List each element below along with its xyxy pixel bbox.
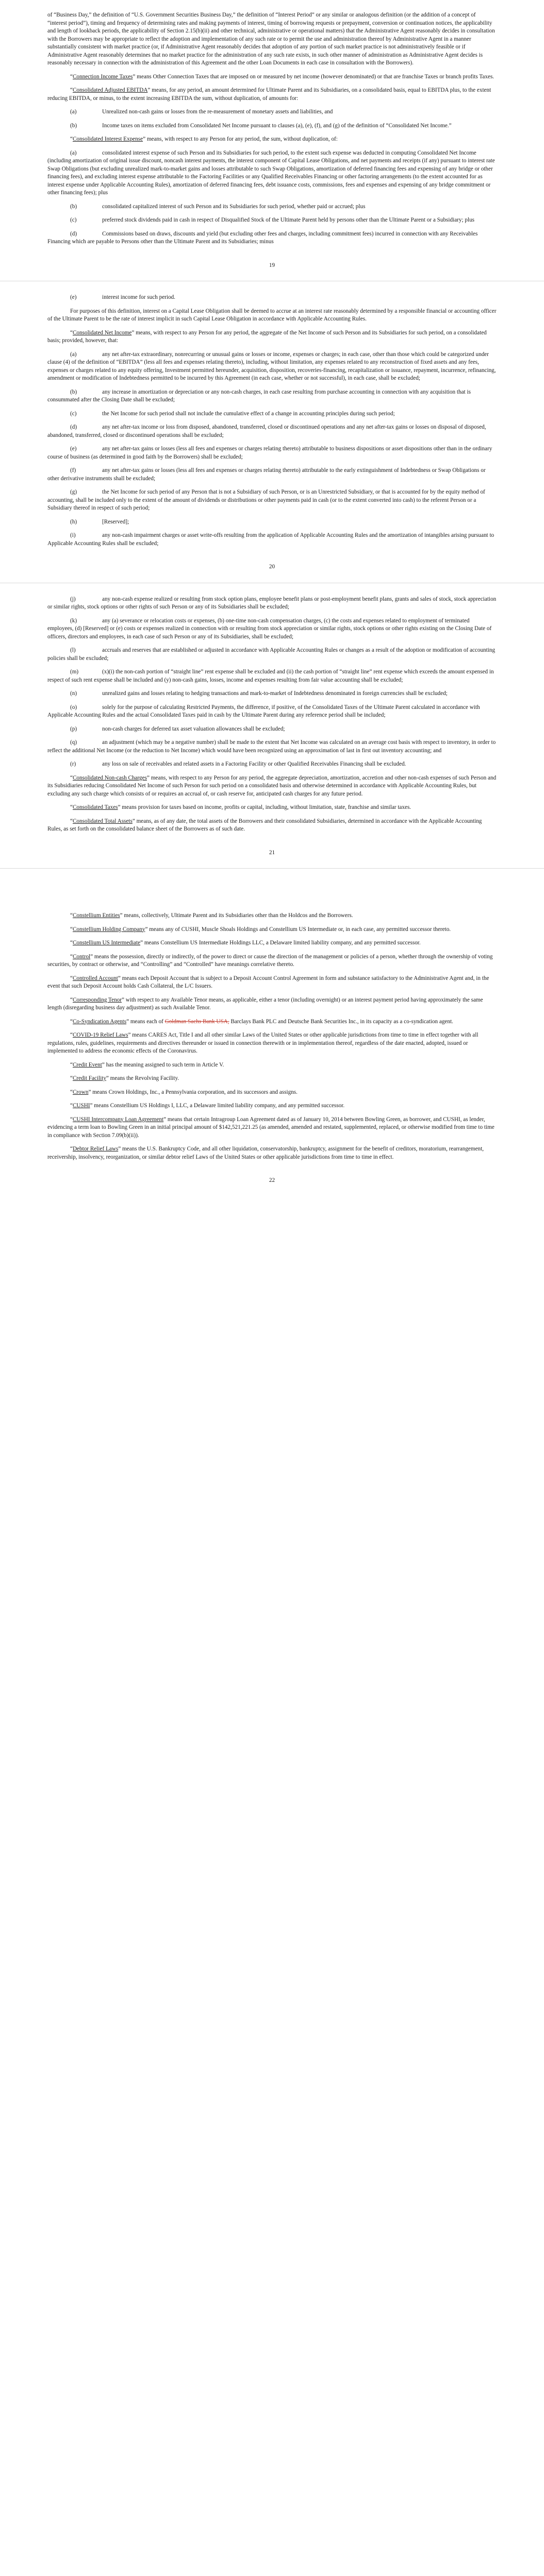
list-marker: (h) xyxy=(70,518,77,525)
list-marker: (e) xyxy=(70,446,77,452)
defined-term: Credit Event xyxy=(72,1061,102,1068)
page-number: 22 xyxy=(269,1177,275,1183)
list-text: [Reserved]; xyxy=(102,518,129,525)
list-marker: (n) xyxy=(70,690,77,697)
list-marker: (b) xyxy=(70,388,77,395)
list-item xyxy=(47,760,497,769)
defined-term: Constellium Holding Company xyxy=(72,926,145,933)
defined-term: Consolidated Non-cash Charges xyxy=(72,774,147,781)
list-text: any net after-tax income or loss from disposed, abandoned, transferred, closed or discontinued operations and any net after-tax gains or losses on disposal of disposed, abandoned, transferred, closed or discontinued operations shall be excluded; xyxy=(47,424,486,438)
list-item xyxy=(47,351,497,383)
list-marker: (r) xyxy=(70,761,76,767)
page-22 xyxy=(47,881,497,1185)
list-text: any net after-tax gains or losses (less all fees and expenses or charges relating thereto) attributable to the early extinguishment of Indebtedness or Swap Obligations or other derivative instruments shall be excluded; xyxy=(47,467,486,482)
definition-cushi: “CUSHI” means Constellium US Holdings I, LLC, a Delaware limited liability company, and any permitted successor. xyxy=(70,1103,345,1109)
definition-debtor-relief-laws: “Debtor Relief Laws” means the U.S. Bankruptcy Code, and all other liquidation, conservatorship, bankruptcy, assignment for the benefit of creditors, moratorium, rearrangement, receivership, insolvency, reorganization, or similar debtor relief Laws of the United States or other applicable jurisdictions from time to time in effect. xyxy=(47,1146,484,1160)
list-text: Commissions based on draws, discounts and yield (but excluding other fees and charges, including commitment fees) incurred in connection with any Receivables Financing which are payable to Persons other than the Ultimate Parent and its Subsidiaries; minus xyxy=(47,230,478,245)
list-marker: (l) xyxy=(70,647,76,653)
list-item xyxy=(47,704,497,720)
list-marker: (k) xyxy=(70,617,77,624)
definition-constellium-entities: “Constellium Entities” means, collectively, Ultimate Parent and its Subsidiaries other than the Holdcos and the Borrowers. xyxy=(70,912,353,919)
list-text: preferred stock dividends paid in cash in respect of Disqualified Stock of the Ultimate Parent held by persons other than the Ultimate Parent or a Subsidiary; plus xyxy=(102,217,475,223)
list-marker: (c) xyxy=(70,410,77,417)
list-item xyxy=(47,668,497,684)
definition-text: ” means that certain Intragroup Loan Agreement dated as of January 10, 2014 between Bowling Green, as borrower, and CUSHI, as lender, evidencing a term loan to Bowling Green in an initial principal amount of $142,521,221.25 (as amended, amended and restated, supplemented, replaced, or otherwise modified from time to time in compliance with Section 7.09(b)(ii)). xyxy=(47,1116,494,1139)
list-text: any loss on sale of receivables and related assets in a Factoring Facility or other Qualified Receivables Financing shall be excluded. xyxy=(102,761,406,767)
list-marker: (a) xyxy=(70,109,77,115)
definition-text: ” means CARES Act, Title I and all other similar Laws of the United States or other applicable jurisdictions from time to time in effect together with all regulations, rules, guidelines, requirements and directives thereunder or issued in connection therewith or in implementation thereof, regardless of the date enacted, adopted, issued or implemented to address the economic effects of the Coronavirus. xyxy=(47,1032,479,1054)
list-item xyxy=(47,617,497,641)
list-marker: (a) xyxy=(70,149,77,156)
definition-text: ” means Constellium US Holdings I, LLC, a Delaware limited liability company, and any permitted successor. xyxy=(90,1103,345,1109)
definition-controlled-account: “Controlled Account” means each Deposit Account that is subject to a Deposit Account Control Agreement in form and substance satisfactory to the Administrative Agent and, in the event that such Deposit Account holds Cash Collateral, the L/C Issuers. xyxy=(47,975,489,989)
defined-term: Debtor Relief Laws xyxy=(72,1146,119,1152)
definition-connection-income-taxes: “Connection Income Taxes” means Other Connection Taxes that are imposed on or measured by net income (however denominated) or that are franchise Taxes or branch profits Taxes. xyxy=(70,73,494,80)
list-item xyxy=(47,488,497,513)
definition-text: ” means provision for taxes based on income, profits or capital, including, without limitation, state, franchise and similar taxes. xyxy=(118,804,411,810)
list-item xyxy=(47,423,497,439)
defined-term: Constellium Entities xyxy=(72,912,120,919)
defined-term: Connection Income Taxes xyxy=(72,73,133,80)
list-item xyxy=(47,467,497,483)
definition-text: ” with respect to any Available Tenor means, as applicable, either a tenor (including overnight) or an interest payment period having approximately the same length (disregarding business day adjustment) as such Available Tenor. xyxy=(47,996,483,1011)
defined-term: Constellium US Intermediate xyxy=(72,940,141,946)
list-marker: (c) xyxy=(70,217,77,223)
defined-term: COVID-19 Relief Laws xyxy=(72,1032,128,1038)
list-text: any non-cash expense realized or resulting from stock option plans, employee benefit plans or post-employment benefit plans, grants and sales of stock, stock appreciation or similar rights, stock options or other rights of such Person or any of its Subsidiaries shall be excluded; xyxy=(47,596,497,610)
list-marker: (a) xyxy=(70,351,77,358)
page-20 xyxy=(47,294,497,571)
list-marker: (o) xyxy=(70,704,77,710)
paragraph: of “Business Day,” the definition of “U.S. Government Securities Business Day,” the definition of “Interest Period” or any similar or analogous definition (or the addition of a concept of “interest period”), timing and frequency of determining rates and making payments of interest, timing of borrowing requests or prepayment, conversion or continuation notices, the applicability and length of lookback periods, the applicability of Section 2.15(b)(ii) and other technical, administrative or operational matters) that the Administrative Agent reasonably decides in consultation with the Borrowers may be appropriate to reflect the adoption and implementation of any such rate or to permit the use and administration thereof by Administrative Agent in a manner substantially consistent with market practice (or, if Administrative Agent reasonably decides that adoption of any portion of such market practice is not administratively feasible or if Administrative Agent reasonably determines that no market practice for the administration of any such rate exists, in such other manner of administration as Administrative Agent decides is reasonably necessary in connection with the administration of this Agreement and the other Loan Documents in each case in consultation with the Borrowers). xyxy=(47,12,495,66)
list-marker: (b) xyxy=(70,203,77,210)
definition-constellium-holding-company: “Constellium Holding Company” means any of CUSHI, Muscle Shoals Holdings and Constellium US Intermediate or, in each case, any permitted successor thereto. xyxy=(70,926,451,933)
definition-text: ” means each of xyxy=(126,1018,165,1025)
page-19 xyxy=(47,11,497,269)
list-marker: (d) xyxy=(70,230,77,237)
definition-text: ” means Other Connection Taxes that are imposed on or measured by net income (however denominated) or that are franchise Taxes or branch profits Taxes. xyxy=(133,73,494,80)
defined-term: Credit Facility xyxy=(72,1075,106,1081)
definition-text: ” means, with respect to any Person for any period, the sum, without duplication, of: xyxy=(143,136,338,142)
list-item xyxy=(47,203,497,211)
definition-text: ” means, with respect to any Person for any period, the aggregate of the Net Income of such Person and its Subsidiaries for such period, on a consolidated basis; provided, however, that: xyxy=(47,329,487,344)
list-item xyxy=(47,216,497,225)
list-text: any (a) severance or relocation costs or expenses, (b) one-time non-cash compensation charges, (c) the costs and expenses related to employment of terminated employees, (d) [Reserved] or (e) costs or expenses realized in connection with or resulting from stock appreciation or similar rights, stock options or other rights existing on the Closing Date of officers, directors and employees, in each case of such Person or any of its Subsidiaries, shall be excluded; xyxy=(47,617,492,640)
list-text: unrealized gains and losses relating to hedging transactions and mark-to-market of Indebtedness denominated in foreign currencies shall be excluded; xyxy=(102,690,448,697)
definition-text: ” means, as of any date, the total assets of the Borrowers and their consolidated Subsidiaries, determined in accordance with the Applicable Accounting Rules, as set forth on the consolidated balance sheet of the Borrowers as of such date. xyxy=(47,818,482,832)
definition-text: ” has the meaning assigned to such term in Article V. xyxy=(102,1061,224,1068)
page-divider xyxy=(0,868,544,869)
definition-text: ” means the U.S. Bankruptcy Code, and all other liquidation, conservatorship, bankruptcy, assignment for the benefit of creditors, moratorium, rearrangement, receivership, insolvency, reorganization, or similar debtor relief Laws of the United States or other applicable jurisdictions from time to time in effect. xyxy=(47,1146,484,1160)
list-text: the Net Income for such period shall not include the cumulative effect of a change in accounting principles during such period; xyxy=(102,410,395,417)
list-text: any net after-tax extraordinary, nonrecurring or unusual gains or losses or income, expenses or charges; in each case, other than those which could be categorized under clause (4) of the definition of “EBITDA” (less all fees and expenses relating thereto), including, without limitation, any expenses related to any reconstruction of fixed assets and any fees, expenses or charges related to any equity offering, Investment permitted hereunder, acquisition, disposition, recoveries-financing, recapitalization or issuance, repayment, incurrence, refinancing, amendment or modification of Indebtedness permitted to be incurred by this Agreement (in each case, whether or not successful), in each case, shall be excluded; xyxy=(47,351,496,381)
definition-credit-facility: “Credit Facility” means the Revolving Facility. xyxy=(70,1075,179,1081)
list-item xyxy=(47,725,497,734)
definition-text: ” means the possession, directly or indirectly, of the power to direct or cause the direction of the management or policies of a person, whether through the ownership of voting securities, by contract or otherwise, and “Controlling” and “Controlled” have meanings correlative thereto. xyxy=(47,953,493,968)
definition-control: “Control” means the possession, directly or indirectly, of the power to direct or cause the direction of the management or policies of a person, whether through the ownership of voting securities, by contract or otherwise, and “Controlling” and “Controlled” have meanings correlative thereto. xyxy=(47,953,493,968)
defined-term: Consolidated Net Income xyxy=(72,329,132,336)
list-item xyxy=(47,518,497,527)
list-text: solely for the purpose of calculating Restricted Payments, the difference, if positive, of the Consolidated Taxes of the Ultimate Parent calculated in accordance with Applicable Accounting Rules and the actual Consolidated Taxes paid in cash by the Ultimate Parent during any reference period shall be included; xyxy=(47,704,480,718)
list-item xyxy=(47,690,497,698)
list-item xyxy=(47,596,497,612)
list-item xyxy=(47,108,497,116)
defined-term: Consolidated Total Assets xyxy=(72,818,133,824)
definition-text: ” means any of CUSHI, Muscle Shoals Holdings and Constellium US Intermediate or, in each case, any permitted successor thereto. xyxy=(145,926,451,933)
list-text: any increase in amortization or depreciation or any non-cash charges, in each case resulting from purchase accounting in connection with any acquisition that is consummated after the Closing Date shall be excluded; xyxy=(47,388,471,403)
list-marker: (b) xyxy=(70,122,77,129)
struck-text: Goldman Sachs Bank USA, xyxy=(164,1018,229,1025)
list-marker: (g) xyxy=(70,489,77,495)
defined-term: Crown xyxy=(72,1089,89,1095)
list-item xyxy=(47,445,497,461)
definition-consolidated-net-income: “Consolidated Net Income” means, with respect to any Person for any period, the aggregate of the Net Income of such Person and its Subsidiaries for such period, on a consolidated basis; provided, however, that: xyxy=(47,329,487,344)
list-marker: (e) xyxy=(70,294,77,300)
list-item xyxy=(47,122,497,130)
definition-text: ” means, collectively, Ultimate Parent and its Subsidiaries other than the Holdcos and the Borrowers. xyxy=(120,912,353,919)
defined-term: CUSHI xyxy=(72,1103,90,1109)
list-item xyxy=(47,647,497,663)
definition-co-syndication-agents: “Co-Syndication Agents” means each of Goldman Sachs Bank USA, Barclays Bank PLC and Deutsche Bank Securities Inc., in its capacity as a co-syndication agent. xyxy=(70,1018,453,1025)
list-marker: (p) xyxy=(70,725,77,732)
page-21 xyxy=(47,596,497,857)
list-marker: (j) xyxy=(70,596,76,602)
defined-term: Consolidated Adjusted EBITDA xyxy=(72,87,148,93)
paragraph: For purposes of this definition, interest on a Capital Lease Obligation shall be deemed to accrue at an interest rate reasonably determined by a responsible financial or accounting officer of the Ultimate Parent to be the rate of interest implicit in such Capital Lease Obligation in accordance with Applicable Accounting Rules. xyxy=(47,308,497,322)
definition-covid-19-relief-laws: “COVID-19 Relief Laws” means CARES Act, Title I and all other similar Laws of the United States or other applicable jurisdictions from time to time in effect together with all regulations, rules, guidelines, requirements and directives thereunder or issued in connection therewith or in implementation thereof, regardless of the date enacted, adopted, issued or implemented to address the economic effects of the Coronavirus. xyxy=(47,1032,479,1054)
definition-text: ” means each Deposit Account that is subject to a Deposit Account Control Agreement in form and substance satisfactory to the Administrative Agent and, in the event that such Deposit Account holds Cash Collateral, the L/C Issuers. xyxy=(47,975,489,989)
list-marker: (d) xyxy=(70,424,77,430)
defined-term: Consolidated Taxes xyxy=(72,804,118,810)
definition-text: Barclays Bank PLC and Deutsche Bank Securities Inc., in its capacity as a co-syndication agent. xyxy=(229,1018,453,1025)
defined-term: Corresponding Tenor xyxy=(72,996,122,1003)
page-number: 20 xyxy=(269,564,275,570)
defined-term: Controlled Account xyxy=(72,975,118,981)
definition-consolidated-interest-expense: “Consolidated Interest Expense” means, with respect to any Person for any period, the sum, without duplication, of: xyxy=(70,136,338,142)
list-text: any non-cash impairment charges or asset write-offs resulting from the application of Applicable Accounting Rules and the amortization of intangibles arising pursuant to Applicable Accounting Rules shall be excluded; xyxy=(47,532,494,547)
list-text: non-cash charges for deferred tax asset valuation allowances shall be excluded; xyxy=(102,725,285,732)
definition-constellium-us-intermediate: “Constellium US Intermediate” means Constellium US Intermediate Holdings LLC, a Delaware limited liability company, and any permitted successor. xyxy=(70,940,421,946)
list-marker: (f) xyxy=(70,467,76,473)
list-marker: (m) xyxy=(70,669,79,675)
list-text: any net after-tax gains or losses (less all fees and expenses or charges relating thereto) attributable to business dispositions or asset dispositions other than in the ordinary course of business (as determined in good faith by the Borrowers) shall be excluded; xyxy=(47,446,492,460)
list-marker: (q) xyxy=(70,739,77,745)
definition-text: ” means Constellium US Intermediate Holdings LLC, a Delaware limited liability company, and any permitted successor. xyxy=(140,940,421,946)
defined-term: Consolidated Interest Expense xyxy=(72,136,143,142)
list-text: Income taxes on items excluded from Consolidated Net Income pursuant to clauses (a), (e), (f), and (g) of the definition of “Consolidated Net Income.” xyxy=(102,122,452,129)
definition-text: ” means, with respect to any Person for any period, the aggregate depreciation, amortization, accretion and other non-cash expenses of such Person and its Subsidiaries reducing Consolidated Net Income of such Person for such period on a consolidated basis and otherwise determined in accordance with Applicable Accounting Rules, but excluding any such charge which consists of or requires an accrual of, or cash reserve for, anticipated cash charges for any future period. xyxy=(47,774,497,797)
definition-corresponding-tenor: “Corresponding Tenor” with respect to any Available Tenor means, as applicable, either a tenor (including overnight) or an interest payment period having approximately the same length (disregarding business day adjustment) as such Available Tenor. xyxy=(47,996,483,1011)
list-text: an adjustment (which may be a negative number) shall be made to the extent that Net Income was calculated on an average cost basis with respect to inventory, in order to reflect the additional Net Income (or the reduction to Net Income) which would have been recognized using an approximation of last in first out inventory accounting; and xyxy=(47,739,496,754)
definition-text: ” means Crown Holdings, Inc., a Pennsylvania corporation, and its successors and assigns. xyxy=(88,1089,298,1095)
defined-term: Co-Syndication Agents xyxy=(72,1018,127,1025)
definition-cushi-intercompany-loan-agreement: “CUSHI Intercompany Loan Agreement” means that certain Intragroup Loan Agreement dated as of January 10, 2014 between Bowling Green, as borrower, and CUSHI, as lender, evidencing a term loan to Bowling Green in an initial principal amount of $142,521,221.25 (as amended, amended and restated, supplemented, replaced, or otherwise modified from time to time in compliance with Section 7.09(b)(ii)). xyxy=(47,1116,494,1139)
list-text: interest income for such period. xyxy=(102,294,175,300)
list-text: consolidated interest expense of such Person and its Subsidiaries for such period, to the extent such expense was deducted in computing Consolidated Net Income (including amortization of original issue discount, noncash interest payments, the interest component of Capital Lease Obligations, and net payments and receipts (if any) pursuant to interest rate Swap Obligations (but excluding unrealized mark-to-market gains and losses attributable to such Swap Obligations, amortization of deferred financing fees and expensing of any bridge or other financing fees), and excluding interest expense attributable to the Factoring Facilities or any Qualified Receivables Financing or other factoring arrangements (to the extent accounted for as interest expense under Applicable Accounting Rules), amortization of deferred financing fees, debt issuance costs, commissions, fees and expenses and expensing of any bridge commitment or other financing fees); plus xyxy=(47,149,495,196)
definition-text: ” means the Revolving Facility. xyxy=(106,1075,179,1081)
list-text: Unrealized non-cash gains or losses from the re-measurement of monetary assets and liabilities, and xyxy=(102,109,333,115)
definition-consolidated-total-assets: “Consolidated Total Assets” means, as of any date, the total assets of the Borrowers and their consolidated Subsidiaries, determined in accordance with the Applicable Accounting Rules, as set forth on the consolidated balance sheet of the Borrowers as of such date. xyxy=(47,818,482,832)
defined-term: Control xyxy=(72,953,91,960)
list-marker: (i) xyxy=(70,532,76,538)
page-number: 21 xyxy=(269,849,275,856)
definition-crown: “Crown” means Crown Holdings, Inc., a Pennsylvania corporation, and its successors and assigns. xyxy=(70,1089,298,1095)
defined-term: CUSHI Intercompany Loan Agreement xyxy=(72,1116,164,1123)
page-number: 19 xyxy=(269,262,275,268)
list-text: accruals and reserves that are established or adjusted in accordance with Applicable Accounting Rules or changes as a result of the adoption or modification of accounting policies shall be excluded; xyxy=(47,647,496,662)
definition-consolidated-taxes: “Consolidated Taxes” means provision for taxes based on income, profits or capital, including, without limitation, state, franchise and similar taxes. xyxy=(70,804,411,810)
definition-consolidated-non-cash-charges: “Consolidated Non-cash Charges” means, with respect to any Person for any period, the aggregate depreciation, amortization, accretion and other non-cash expenses of such Person and its Subsidiaries reducing Consolidated Net Income of such Person for such period on a consolidated basis and otherwise determined in accordance with Applicable Accounting Rules, but excluding any such charge which consists of or requires an accrual of, or cash reserve for, anticipated cash charges for any future period. xyxy=(47,774,497,797)
list-text: (x)(i) the non-cash portion of “straight line” rent expense shall be excluded and (ii) the cash portion of “straight line” rent expense which exceeds the amount expensed in respect of such rent expense shall be included and (y) non-cash gains, losses, income and expenses resulting from fair value accounting shall be excluded; xyxy=(47,669,494,683)
list-item xyxy=(47,410,497,418)
list-item xyxy=(47,532,497,548)
list-item xyxy=(47,388,497,404)
definition-credit-event: “Credit Event” has the meaning assigned to such term in Article V. xyxy=(70,1061,224,1068)
definition-text: ” means, for any period, an amount determined for Ultimate Parent and its Subsidiaries, on a consolidated basis, equal to EBITDA plus, to the extent reducing EBITDA, or minus, to the extent increasing EBITDA the sum, without duplication, of amounts for: xyxy=(47,87,491,101)
page-top-margin xyxy=(47,881,497,912)
list-item xyxy=(47,149,497,197)
list-text: consolidated capitalized interest of such Person and its Subsidiaries for such period, whether paid or accrued; plus xyxy=(102,203,366,210)
list-item xyxy=(47,230,497,246)
definition-consolidated-adjusted-ebitda: “Consolidated Adjusted EBITDA” means, for any period, an amount determined for Ultimate Parent and its Subsidiaries, on a consolidated basis, equal to EBITDA plus, to the extent reducing EBITDA, or minus, to the extent increasing EBITDA the sum, without duplication, of amounts for: xyxy=(47,87,491,101)
list-text: the Net Income for such period of any Person that is not a Subsidiary of such Person, or is an Unrestricted Subsidiary, or that is accounted for by the equity method of accounting, shall be included only to the extent of the amount of dividends or distributions or other payments paid in cash (or to the extent converted into cash) to the referent Person or a Subsidiary thereof in respect of such period; xyxy=(47,489,485,511)
list-item xyxy=(47,739,497,755)
list-item xyxy=(47,294,497,302)
